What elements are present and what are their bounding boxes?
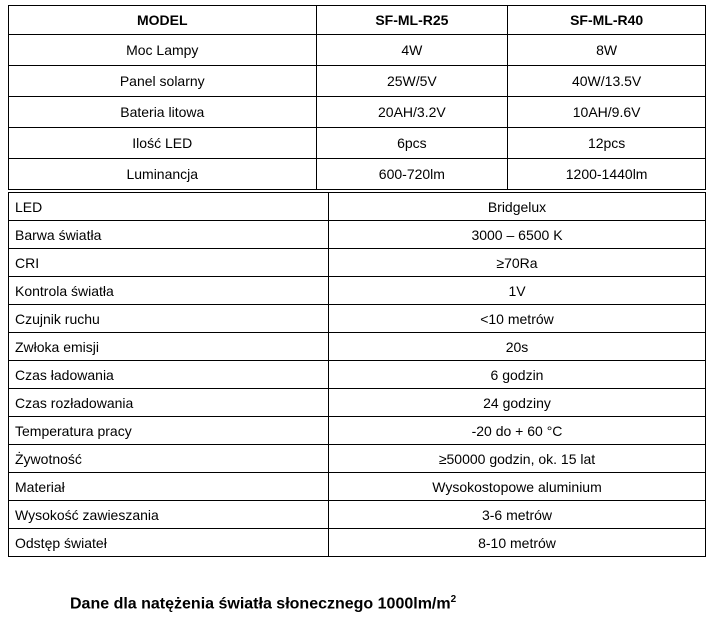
- header-model: MODEL: [9, 6, 317, 35]
- row-label: Moc Lampy: [9, 35, 317, 66]
- table-row: [9, 361, 706, 389]
- row-value-r25: 600-720lm: [316, 159, 508, 190]
- spec-value: Wysokostopowe aluminium: [329, 473, 706, 501]
- spec-label: Barwa światła: [9, 221, 329, 249]
- spec-value: ≥50000 godzin, ok. 15 lat: [329, 445, 706, 473]
- row-label: Bateria litowa: [9, 97, 317, 128]
- spec-value: Bridgelux: [329, 193, 706, 221]
- table-row: [9, 445, 706, 473]
- table-header-row: [9, 6, 706, 35]
- table-row: [9, 97, 706, 128]
- row-label: Panel solarny: [9, 66, 317, 97]
- row-label: Ilość LED: [9, 128, 317, 159]
- spec-label: Czujnik ruchu: [9, 305, 329, 333]
- table-row: [9, 277, 706, 305]
- spec-label: Czas ładowania: [9, 361, 329, 389]
- spec-label: CRI: [9, 249, 329, 277]
- specification-table: [8, 192, 706, 557]
- table-row: [9, 66, 706, 97]
- spec-label: Żywotność: [9, 445, 329, 473]
- spec-value: 3000 – 6500 K: [329, 221, 706, 249]
- spec-label: Materiał: [9, 473, 329, 501]
- row-value-r40: 1200-1440lm: [508, 159, 706, 190]
- spec-label: Wysokość zawieszania: [9, 501, 329, 529]
- row-value-r40: 40W/13.5V: [508, 66, 706, 97]
- spec-value: ≥70Ra: [329, 249, 706, 277]
- footnote-superscript: 2: [450, 594, 457, 605]
- row-value-r40: 8W: [508, 35, 706, 66]
- table-row: [9, 249, 706, 277]
- spec-value: 20s: [329, 333, 706, 361]
- spec-label: Odstęp świateł: [9, 529, 329, 557]
- table-row: [9, 473, 706, 501]
- footnote-text: Dane dla natężenia światła słonecznego 1000lm/m: [70, 595, 451, 613]
- row-value-r40: 12pcs: [508, 128, 706, 159]
- spec-label: Kontrola światła: [9, 277, 329, 305]
- spec-label: LED: [9, 193, 329, 221]
- row-value-r25: 6pcs: [316, 128, 508, 159]
- table-row: [9, 159, 706, 190]
- irradiance-footnote: [70, 594, 456, 613]
- row-label: Luminancja: [9, 159, 317, 190]
- spec-value: 3-6 metrów: [329, 501, 706, 529]
- spec-value: 6 godzin: [329, 361, 706, 389]
- table-row: [9, 305, 706, 333]
- spec-value: -20 do + 60 °C: [329, 417, 706, 445]
- spec-label: Zwłoka emisji: [9, 333, 329, 361]
- table-row: [9, 128, 706, 159]
- row-value-r25: 4W: [316, 35, 508, 66]
- header-sf-ml-r25: SF-ML-R25: [316, 6, 508, 35]
- spec-value: 8-10 metrów: [329, 529, 706, 557]
- table-row: [9, 221, 706, 249]
- spec-value: 1V: [329, 277, 706, 305]
- spec-value: <10 metrów: [329, 305, 706, 333]
- table-row: [9, 417, 706, 445]
- spec-value: 24 godziny: [329, 389, 706, 417]
- table-row: [9, 529, 706, 557]
- table-row: [9, 333, 706, 361]
- table-row: [9, 501, 706, 529]
- row-value-r40: 10AH/9.6V: [508, 97, 706, 128]
- header-sf-ml-r40: SF-ML-R40: [508, 6, 706, 35]
- spec-label: Czas rozładowania: [9, 389, 329, 417]
- row-value-r25: 20AH/3.2V: [316, 97, 508, 128]
- row-value-r25: 25W/5V: [316, 66, 508, 97]
- spec-label: Temperatura pracy: [9, 417, 329, 445]
- table-row: [9, 193, 706, 221]
- model-comparison-table: [8, 5, 706, 190]
- table-row: [9, 389, 706, 417]
- table-row: [9, 35, 706, 66]
